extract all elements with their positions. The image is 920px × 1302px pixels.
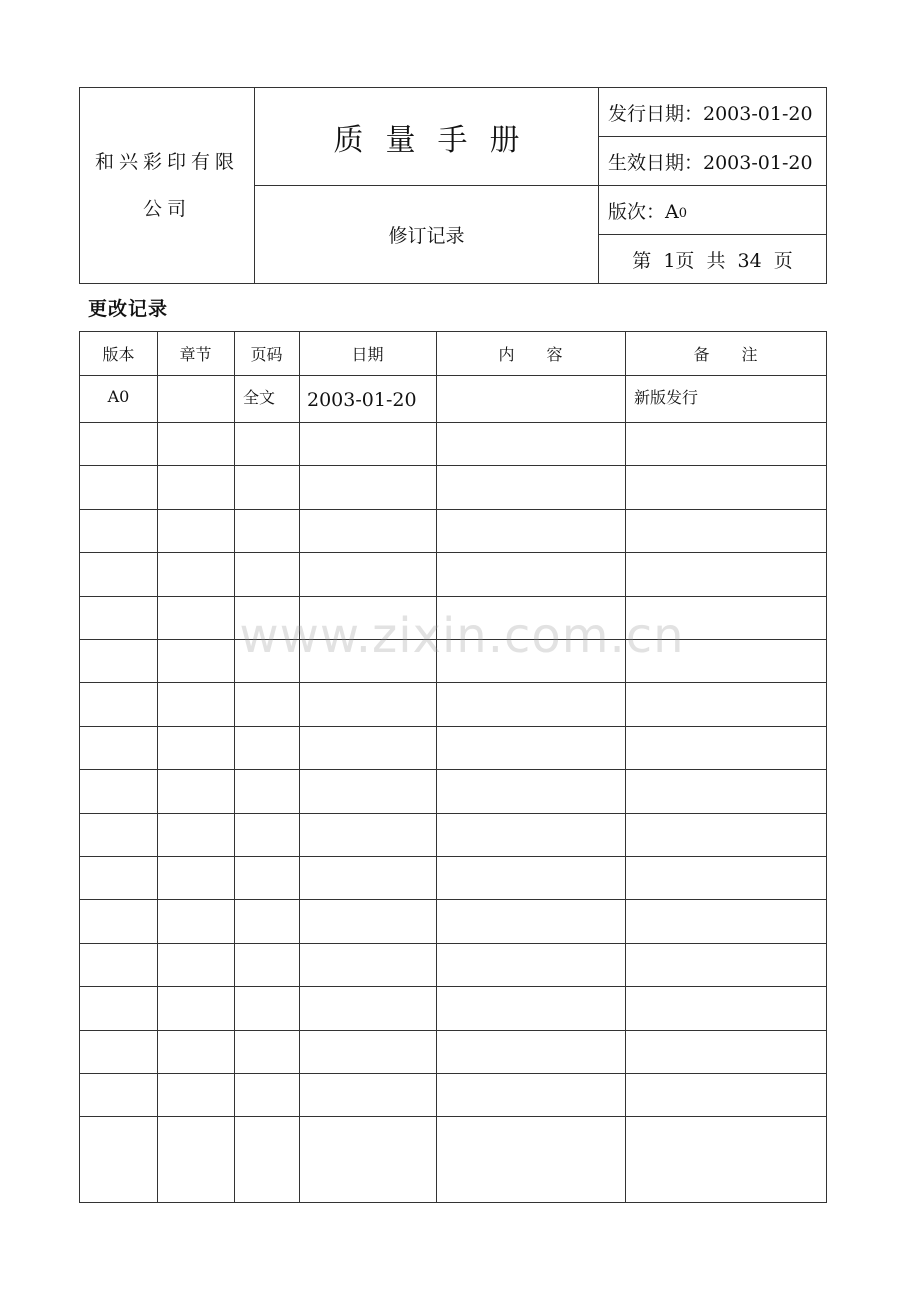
- table-cell: [625, 1030, 826, 1073]
- table-cell: [625, 813, 826, 856]
- table-cell: [157, 375, 234, 422]
- table-cell: [234, 726, 299, 769]
- table-cell: [234, 1073, 299, 1116]
- table-cell: [80, 1073, 157, 1116]
- table-cell: [625, 1116, 826, 1159]
- table-cell: [299, 1030, 436, 1073]
- table-cell: [157, 986, 234, 1029]
- table-cell: [299, 813, 436, 856]
- table-cell: [234, 509, 299, 552]
- table-cell: [299, 726, 436, 769]
- table-cell: [80, 769, 157, 812]
- table-cell: [157, 726, 234, 769]
- edition-label: 版次：A: [608, 200, 679, 223]
- table-cell: [625, 769, 826, 812]
- table-cell: [299, 682, 436, 725]
- table-cell: [299, 465, 436, 508]
- issue-date: 发行日期：2003-01-20: [608, 102, 813, 125]
- table-cell: [234, 639, 299, 682]
- page-count: 第 1页 共 34 页: [632, 249, 793, 272]
- table-cell: [436, 813, 625, 856]
- table-cell: [234, 813, 299, 856]
- table-cell: [80, 726, 157, 769]
- table-cell: [625, 856, 826, 899]
- table-cell: [436, 986, 625, 1029]
- table-cell: [436, 422, 625, 465]
- table-cell: [234, 899, 299, 942]
- document-header-table: [79, 87, 827, 284]
- table-header-cell: 内 容: [498, 345, 563, 364]
- table-cell: [157, 1116, 234, 1159]
- table-cell: [157, 422, 234, 465]
- table-cell: [80, 986, 157, 1029]
- table-cell: [80, 899, 157, 942]
- table-cell: [299, 509, 436, 552]
- table-cell: [157, 596, 234, 639]
- table-cell: [436, 682, 625, 725]
- company-name: [80, 88, 254, 283]
- table-cell: 2003-01-20: [307, 389, 417, 411]
- table-cell: [625, 509, 826, 552]
- table-cell: [80, 813, 157, 856]
- table-cell: [625, 552, 826, 595]
- table-cell: [157, 769, 234, 812]
- table-header-cell: 备 注: [693, 345, 758, 364]
- table-cell: [234, 986, 299, 1029]
- table-cell: [625, 726, 826, 769]
- company-name-line: 公司: [142, 197, 191, 220]
- table-cell: [157, 813, 234, 856]
- table-cell: [80, 1030, 157, 1073]
- table-cell: [436, 639, 625, 682]
- table-cell: [299, 552, 436, 595]
- table-cell: [80, 509, 157, 552]
- table-cell: [299, 639, 436, 682]
- table-cell: [436, 552, 625, 595]
- table-cell: [625, 422, 826, 465]
- table-cell: [234, 1116, 299, 1159]
- edition-subscript: 0: [678, 205, 688, 221]
- table-cell: [234, 856, 299, 899]
- table-header-cell: 页码: [250, 345, 283, 364]
- table-cell: [436, 1073, 625, 1116]
- table-cell: [157, 682, 234, 725]
- table-cell: [80, 682, 157, 725]
- table-cell: [436, 856, 625, 899]
- table-cell: [80, 552, 157, 595]
- table-cell: [157, 899, 234, 942]
- table-cell: [299, 596, 436, 639]
- watermark: www.zixin.com.cn: [239, 608, 685, 664]
- manual-title: 质量手册: [333, 122, 542, 158]
- table-cell: [157, 509, 234, 552]
- table-cell: [625, 899, 826, 942]
- table-cell: [80, 856, 157, 899]
- table-cell: 全文: [243, 388, 276, 407]
- table-cell: [157, 552, 234, 595]
- table-cell: [436, 509, 625, 552]
- table-cell: [234, 465, 299, 508]
- table-cell: [157, 639, 234, 682]
- table-cell: [436, 769, 625, 812]
- table-cell: [299, 422, 436, 465]
- table-cell: [157, 1030, 234, 1073]
- table-header-cell: 版本: [102, 345, 135, 364]
- edition: [599, 186, 826, 234]
- table-cell: 新版发行: [634, 388, 699, 407]
- table-cell: [299, 856, 436, 899]
- table-cell: [299, 769, 436, 812]
- effective-date: 生效日期：2003-01-20: [608, 151, 813, 174]
- table-cell: [625, 986, 826, 1029]
- table-cell: [80, 943, 157, 986]
- table-header-cell: 日期: [351, 345, 384, 364]
- table-cell: [625, 943, 826, 986]
- section-heading: 更改记录: [88, 298, 169, 320]
- table-cell: [157, 465, 234, 508]
- table-cell: [157, 856, 234, 899]
- table-cell: [625, 465, 826, 508]
- table-cell: [157, 1073, 234, 1116]
- table-cell: [80, 596, 157, 639]
- table-cell: [299, 986, 436, 1029]
- table-cell: [234, 596, 299, 639]
- table-cell: [436, 465, 625, 508]
- table-cell: [234, 1030, 299, 1073]
- table-cell: [436, 726, 625, 769]
- table-cell: [436, 943, 625, 986]
- table-cell: [234, 682, 299, 725]
- table-cell: [299, 943, 436, 986]
- table-cell: [234, 552, 299, 595]
- table-cell: [436, 375, 625, 422]
- table-cell: [299, 1073, 436, 1116]
- table-cell: [625, 1073, 826, 1116]
- table-cell: [436, 899, 625, 942]
- document-subtitle: 修订记录: [388, 225, 465, 247]
- table-cell: [234, 769, 299, 812]
- table-cell: [80, 465, 157, 508]
- table-cell: [625, 682, 826, 725]
- company-name-line: 和兴彩印有限: [94, 150, 239, 173]
- table-cell: [80, 639, 157, 682]
- table-cell: [436, 1116, 625, 1159]
- table-cell: [436, 1030, 625, 1073]
- table-cell: [234, 943, 299, 986]
- table-cell: [80, 422, 157, 465]
- table-header-cell: 章节: [179, 345, 212, 364]
- table-cell: [299, 1116, 436, 1159]
- table-cell: [625, 596, 826, 639]
- table-cell: [234, 422, 299, 465]
- table-cell: [80, 1116, 157, 1159]
- table-cell: [436, 596, 625, 639]
- table-cell: [299, 899, 436, 942]
- table-cell: [157, 943, 234, 986]
- table-cell: A0: [107, 387, 130, 406]
- table-cell: [625, 639, 826, 682]
- revision-log-table: [79, 331, 827, 1203]
